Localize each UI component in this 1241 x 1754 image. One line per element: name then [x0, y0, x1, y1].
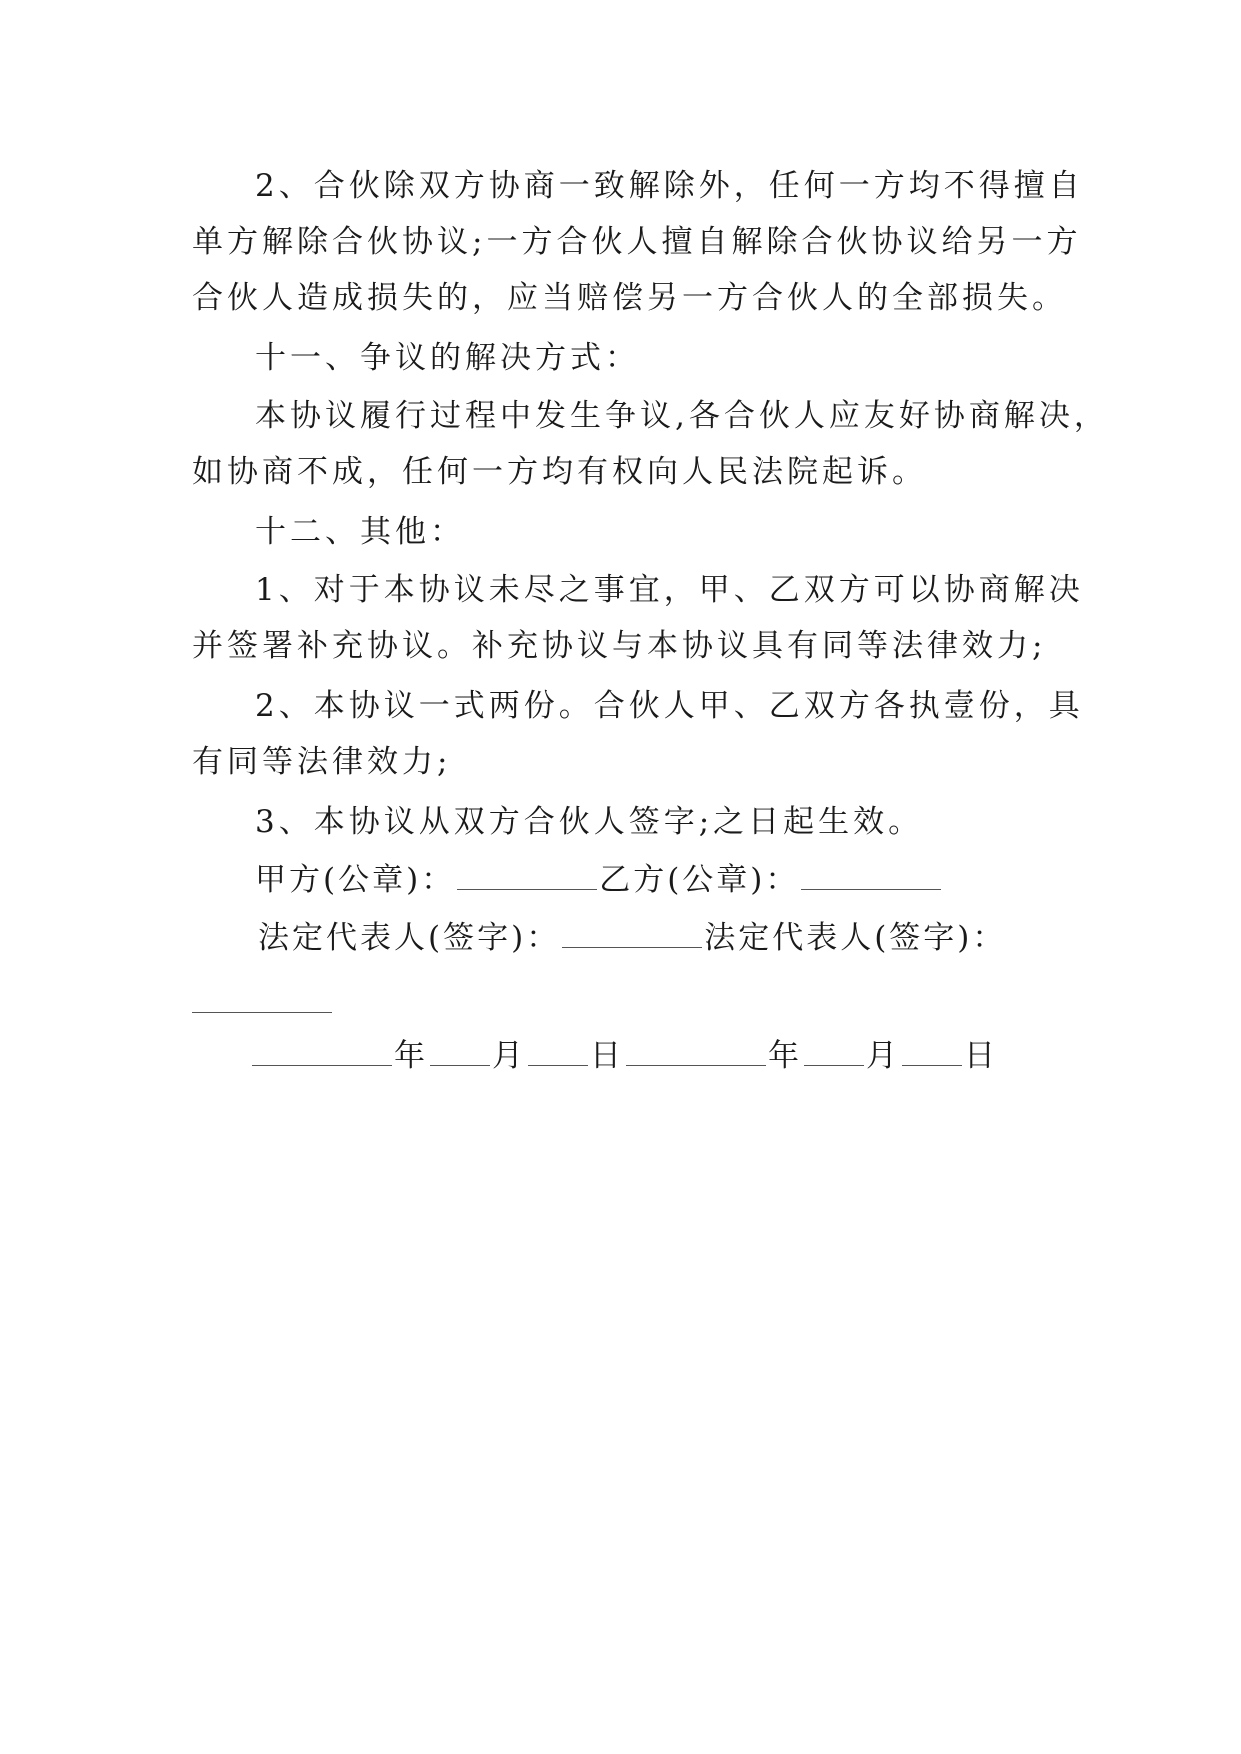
party-seal-line — [255, 860, 1062, 900]
paragraph-line: 本协议履行过程中发生争议,各合伙人应友好协商解决， — [255, 398, 1109, 434]
party-b-seal-blank — [801, 861, 941, 890]
year-b-blank — [626, 1037, 766, 1066]
day-b-blank — [902, 1037, 962, 1066]
date-line — [250, 1036, 1057, 1076]
paragraph-line: 3、本协议从双方合伙人签字;之日起生效。 — [255, 804, 924, 840]
day-a-blank — [528, 1037, 588, 1066]
party-b-seal-label: 乙方(公章)： — [599, 862, 800, 898]
rep-b-blank — [192, 1012, 332, 1013]
paragraph-line: 1、对于本协议未尽之事宜，甲、乙双方可以协商解决 — [255, 572, 1084, 608]
paragraph-line: 有同等法律效力; — [192, 744, 452, 780]
rep-b-label: 法定代表人(签字)： — [704, 920, 1007, 956]
month-a-blank — [430, 1037, 490, 1066]
year-b-label: 年 — [768, 1038, 802, 1074]
paragraph-line: 并签署补充协议。补充协议与本协议具有同等法律效力; — [192, 628, 1047, 664]
month-b-label: 月 — [866, 1038, 900, 1074]
month-b-blank — [804, 1037, 864, 1066]
month-a-label: 月 — [492, 1038, 526, 1074]
representative-line — [258, 918, 1065, 958]
year-a-label: 年 — [394, 1038, 428, 1074]
day-b-label: 日 — [964, 1038, 998, 1074]
section-heading: 十一、争议的解决方式： — [255, 340, 640, 376]
paragraph-line: 合伙人造成损失的，应当赔偿另一方合伙人的全部损失。 — [192, 280, 1067, 316]
party-a-seal-blank — [457, 861, 597, 890]
party-a-seal-label: 甲方(公章)： — [255, 862, 456, 898]
day-a-label: 日 — [590, 1038, 624, 1074]
paragraph-line: 2、合伙除双方协商一致解除外，任何一方均不得擅自 — [255, 168, 1084, 204]
section-heading: 十二、其他： — [255, 514, 465, 550]
paragraph-line: 2、本协议一式两份。合伙人甲、乙双方各执壹份，具 — [255, 688, 1084, 724]
rep-a-label: 法定代表人(签字)： — [258, 920, 561, 956]
rep-a-blank — [562, 919, 702, 948]
paragraph-line: 单方解除合伙协议;一方合伙人擅自解除合伙协议给另一方 — [192, 224, 1082, 260]
year-a-blank — [252, 1037, 392, 1066]
paragraph-line: 如协商不成，任何一方均有权向人民法院起诉。 — [192, 454, 927, 490]
